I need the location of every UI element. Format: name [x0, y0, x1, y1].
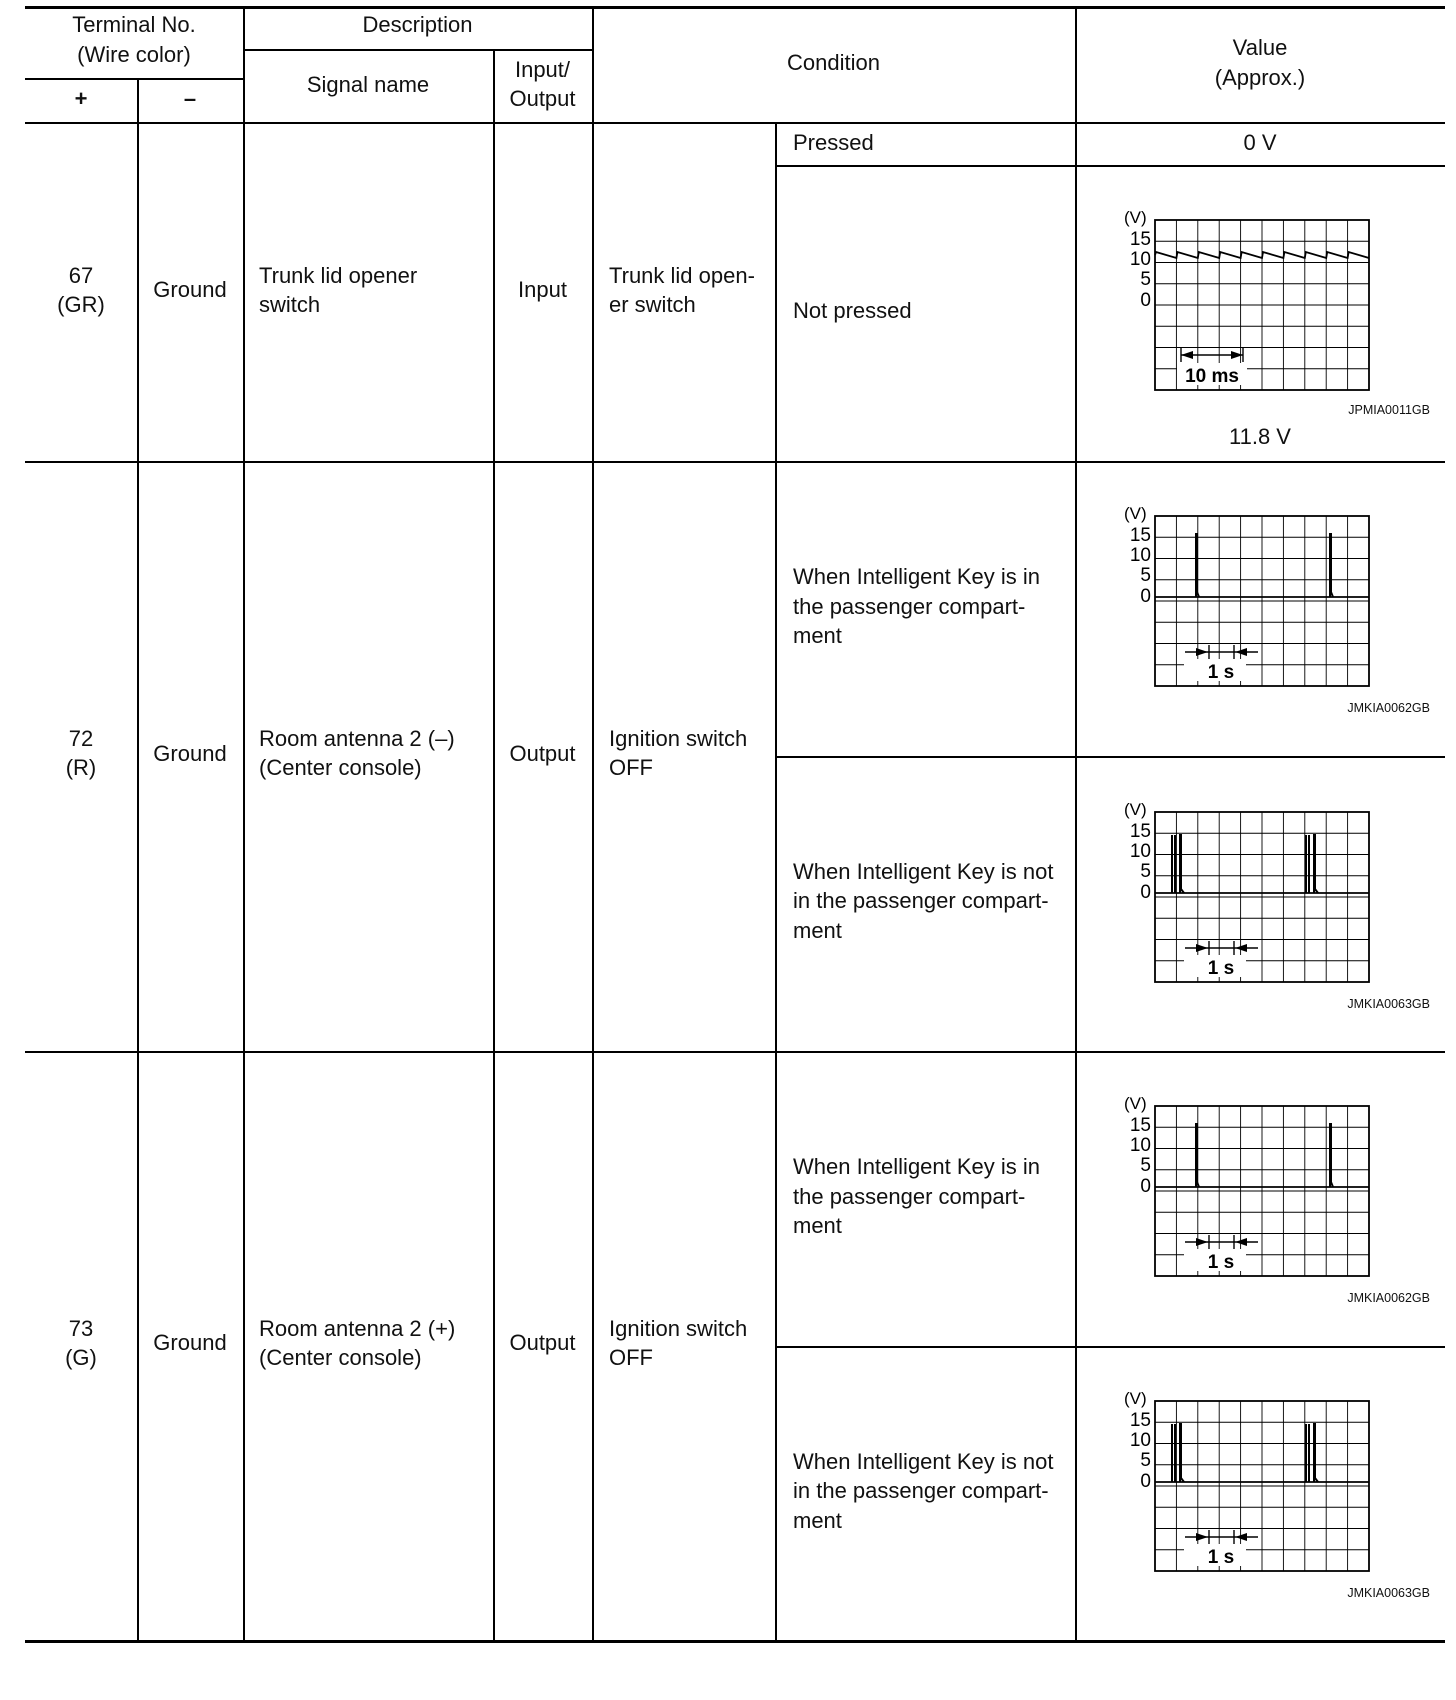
terminal-67-condition-2: er switch	[609, 292, 696, 317]
terminal-73-signal-1: Room antenna 2 (+)	[259, 1316, 456, 1341]
terminal-72-state-key-not-in-2: in the passenger compart-	[793, 888, 1049, 913]
scope-tick-10: 10	[1129, 249, 1151, 270]
header-minus: –	[183, 86, 197, 111]
scope-time-arrow	[1181, 348, 1243, 362]
scope-tick-10: 10	[1129, 545, 1151, 566]
scope-time-label: 1 s	[1207, 1547, 1235, 1568]
scope-tick-10: 10	[1129, 841, 1151, 862]
scope-73-key-in	[1115, 1095, 1435, 1285]
scope-tick-5: 5	[1140, 565, 1151, 586]
col-rule-terminal	[243, 6, 245, 1640]
scope-tick-15: 15	[1129, 1115, 1151, 1136]
terminal-67-state-pressed: Pressed	[793, 130, 874, 155]
terminal-73-condition-1: Ignition switch	[609, 1316, 748, 1341]
scope-tick-10: 10	[1129, 1135, 1151, 1156]
terminal-72-state-key-not-in-3: ment	[793, 918, 842, 943]
rule-73-sub	[775, 1346, 1445, 1348]
scope-tick-15: 15	[1129, 821, 1151, 842]
header-wire-color: (Wire color)	[77, 42, 191, 67]
terminal-67-number: 67	[68, 263, 94, 288]
scope-time-arrow	[1185, 645, 1258, 659]
scope-unit-label: (V)	[1124, 1389, 1147, 1408]
scope-72-key-not-in	[1115, 801, 1435, 991]
terminal-73-condition-2: OFF	[609, 1345, 653, 1370]
terminal-72-signal-2: (Center console)	[259, 755, 422, 780]
terminal-72-signal-1: Room antenna 2 (–)	[259, 726, 455, 751]
scope-tick-5: 5	[1140, 1450, 1151, 1471]
terminal-73-state-key-in-3: ment	[793, 1213, 842, 1238]
header-input-output-2: Output	[509, 86, 576, 111]
terminal-67-state-not-pressed: Not pressed	[793, 298, 912, 323]
scope-time-label: 10 ms	[1185, 366, 1239, 387]
scope-unit-label: (V)	[1124, 1094, 1147, 1113]
scope-67-not-pressed-svg	[1115, 209, 1435, 399]
scope-tick-15: 15	[1129, 525, 1151, 546]
header-signal-name: Signal name	[306, 72, 430, 97]
terminal-73-io: Output	[509, 1330, 576, 1355]
header-value: Value	[1232, 35, 1288, 60]
table-bottom-border	[25, 1640, 1445, 1643]
scope-tick-15: 15	[1129, 229, 1151, 250]
rule-67-sub	[775, 165, 1445, 167]
scope-time-arrow	[1185, 1530, 1258, 1544]
scope-72-key-in	[1115, 505, 1435, 695]
scope-tick-5: 5	[1140, 269, 1151, 290]
terminal-73-state-key-not-in-2: in the passenger compart-	[793, 1478, 1049, 1503]
col-rule-value	[1075, 6, 1077, 1640]
scope-67-not-pressed	[1115, 209, 1435, 399]
terminal-73-state-key-not-in-3: ment	[793, 1508, 842, 1533]
terminal-72-condition-2: OFF	[609, 755, 653, 780]
scope-tick-0: 0	[1140, 290, 1151, 311]
scope-tick-5: 5	[1140, 1155, 1151, 1176]
terminal-73-state-key-in-2: the passenger compart-	[793, 1184, 1026, 1209]
col-rule-plus-minus	[137, 78, 139, 1640]
col-rule-condition	[775, 122, 777, 1640]
terminal-67-signal-2: switch	[259, 292, 321, 317]
figure-code-72-key-not-in: JMKIA0063GB	[1347, 997, 1430, 1011]
scope-unit-label: (V)	[1124, 208, 1147, 227]
terminal-67-io: Input	[518, 277, 567, 302]
header-approx: (Approx.)	[1214, 65, 1306, 90]
header-description: Description	[362, 12, 473, 37]
table-top-border	[25, 6, 1445, 9]
figure-code-67: JPMIA0011GB	[1348, 403, 1430, 417]
scope-time-arrow	[1185, 941, 1258, 955]
header-input-output-1: Input/	[514, 57, 571, 82]
terminal-72-condition-1: Ignition switch	[609, 726, 748, 751]
terminal-73-ground: Ground	[153, 1330, 227, 1355]
terminal-67-value-not-pressed: 11.8 V	[1229, 424, 1291, 449]
scope-time-arrow	[1185, 1235, 1258, 1249]
terminal-72-ground: Ground	[153, 741, 227, 766]
terminal-67-signal-1: Trunk lid opener	[259, 263, 418, 288]
terminal-72-io: Output	[509, 741, 576, 766]
figure-code-73-key-in: JMKIA0062GB	[1347, 1291, 1430, 1305]
scope-73-key-not-in-svg	[1115, 1390, 1435, 1580]
header-terminal-no: Terminal No.	[72, 12, 196, 37]
header-bottom-rule	[25, 122, 1445, 124]
terminal-72-state-key-in-3: ment	[793, 623, 842, 648]
scope-tick-0: 0	[1140, 586, 1151, 607]
rule-72-bottom	[25, 1051, 1445, 1053]
terminal-73-signal-2: (Center console)	[259, 1345, 422, 1370]
col-rule-io	[592, 6, 594, 1640]
scope-72-key-in-svg	[1115, 505, 1435, 695]
terminal-73-number: 73	[68, 1316, 94, 1341]
col-rule-signal	[493, 49, 495, 1640]
scope-73-key-not-in	[1115, 1390, 1435, 1580]
scope-72-key-not-in-svg	[1115, 801, 1435, 991]
terminal-67-condition-1: Trunk lid open-	[609, 263, 755, 288]
terminal-67-value-pressed: 0 V	[1243, 130, 1277, 155]
terminal-72-state-key-not-in-1: When Intelligent Key is not	[793, 859, 1054, 884]
figure-code-72-key-in: JMKIA0062GB	[1347, 701, 1430, 715]
scope-tick-15: 15	[1129, 1410, 1151, 1431]
scope-tick-0: 0	[1140, 1176, 1151, 1197]
terminal-67-wire-color: (GR)	[57, 292, 105, 317]
scope-time-label: 1 s	[1207, 958, 1235, 979]
scope-time-label: 1 s	[1207, 1252, 1235, 1273]
terminal-67-ground: Ground	[153, 277, 227, 302]
scope-tick-10: 10	[1129, 1430, 1151, 1451]
terminal-72-number: 72	[68, 726, 94, 751]
scope-tick-5: 5	[1140, 861, 1151, 882]
figure-code-73-key-not-in: JMKIA0063GB	[1347, 1586, 1430, 1600]
header-rule-terminal	[25, 78, 243, 80]
scope-time-label: 1 s	[1207, 662, 1235, 683]
rule-67-bottom	[25, 461, 1445, 463]
terminal-73-wire-color: (G)	[65, 1345, 97, 1370]
terminal-72-state-key-in-1: When Intelligent Key is in	[793, 564, 1041, 589]
scope-waveform	[1155, 252, 1369, 258]
terminal-73-state-key-in-1: When Intelligent Key is in	[793, 1154, 1041, 1179]
terminal-73-state-key-not-in-1: When Intelligent Key is not	[793, 1449, 1054, 1474]
scope-unit-label: (V)	[1124, 504, 1147, 523]
scope-unit-label: (V)	[1124, 800, 1147, 819]
terminal-72-wire-color: (R)	[65, 755, 97, 780]
rule-72-sub	[775, 756, 1445, 758]
terminal-72-state-key-in-2: the passenger compart-	[793, 594, 1026, 619]
header-condition: Condition	[787, 50, 880, 75]
header-rule-description	[243, 49, 592, 51]
scope-73-key-in-svg	[1115, 1095, 1435, 1285]
scope-tick-0: 0	[1140, 882, 1151, 903]
header-plus: +	[74, 86, 88, 111]
scope-tick-0: 0	[1140, 1471, 1151, 1492]
